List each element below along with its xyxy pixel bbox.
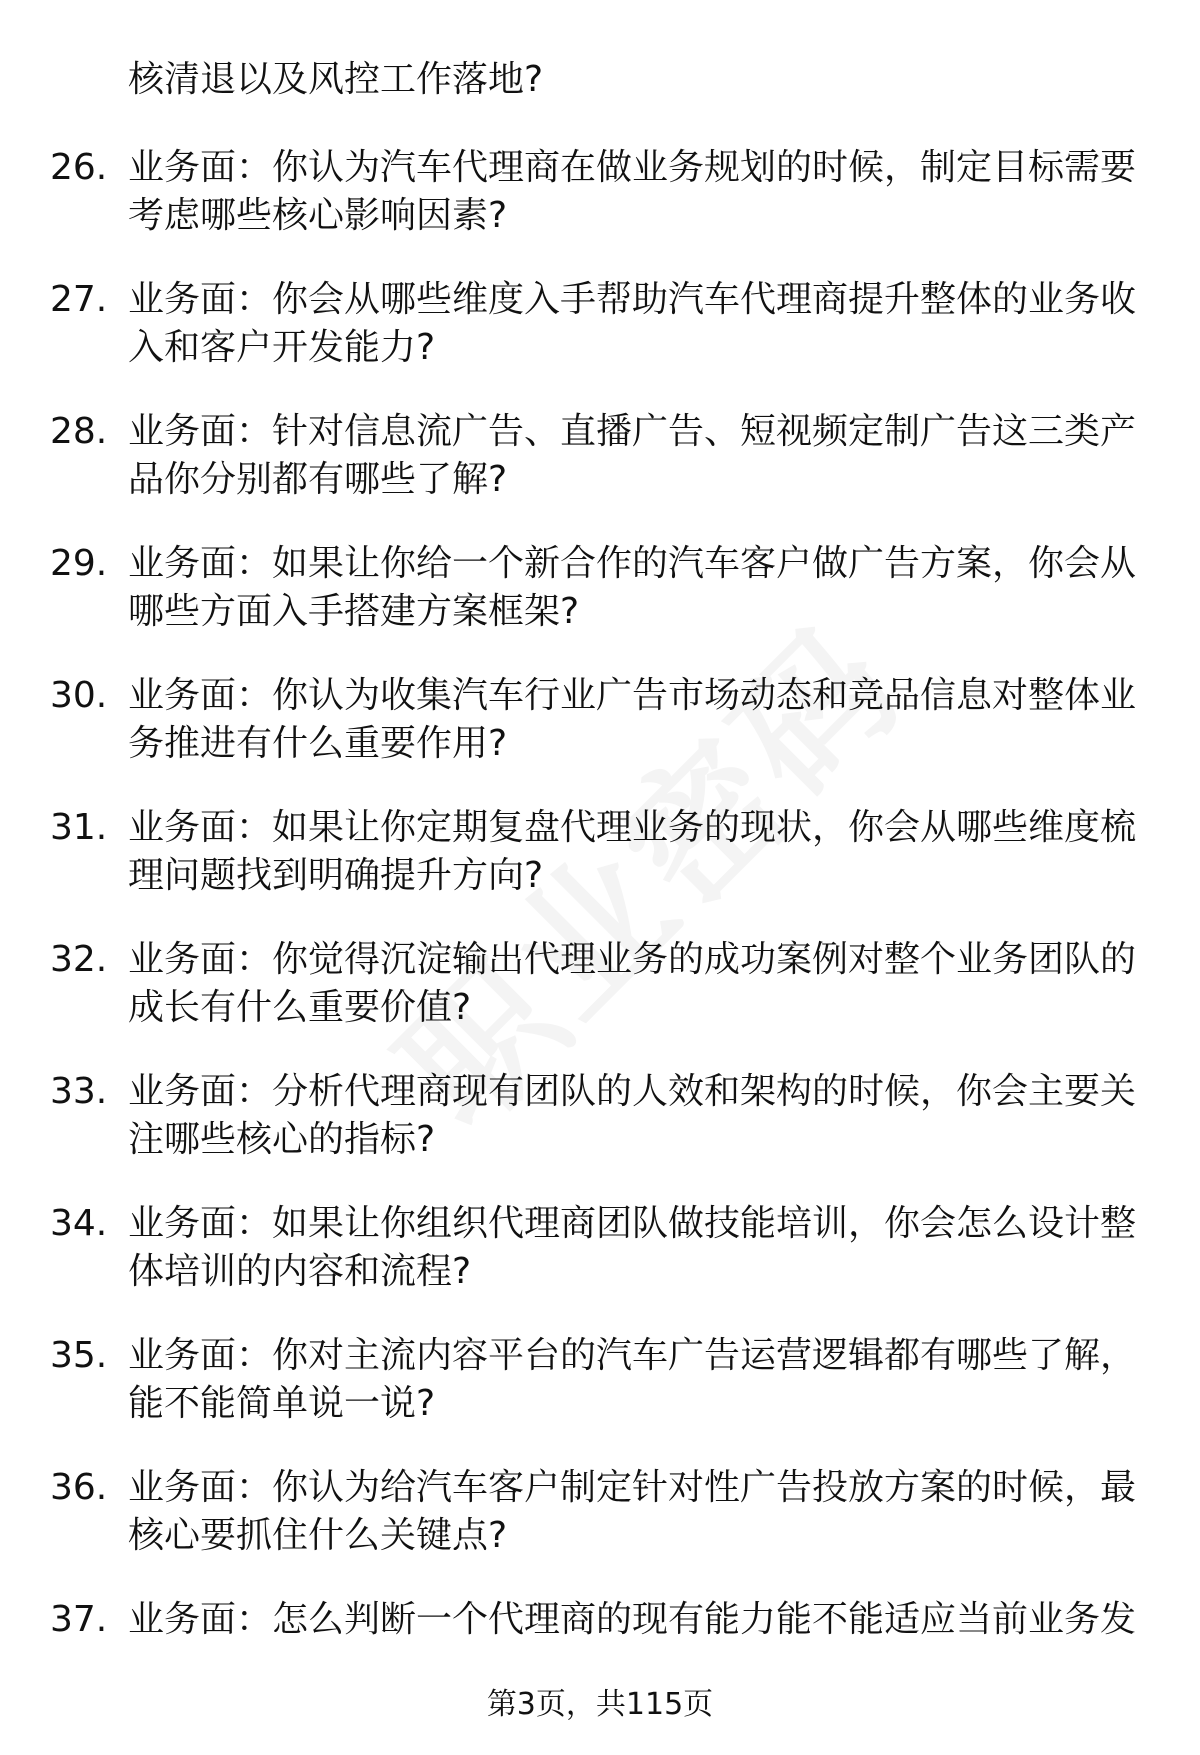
list-item	[0, 936, 1200, 1068]
question-number: 37.	[50, 1599, 108, 1640]
question-text: 业务面：你认为汽车代理商在做业务规划的时候，制定目标需要考虑哪些核心影响因素?	[128, 147, 1137, 236]
question-text: 业务面：针对信息流广告、直播广告、短视频定制广告这三类产品你分别都有哪些了解?	[128, 411, 1137, 500]
list-item	[0, 804, 1200, 936]
list-item	[0, 1464, 1200, 1596]
question-number: 30.	[50, 675, 108, 716]
question-number: 35.	[50, 1335, 108, 1376]
question-number: 27.	[50, 279, 108, 320]
question-text: 业务面：你觉得沉淀输出代理业务的成功案例对整个业务团队的成长有什么重要价值?	[128, 939, 1137, 1028]
question-number: 36.	[50, 1467, 108, 1508]
question-number: 26.	[50, 147, 108, 188]
question-text: 业务面：你对主流内容平台的汽车广告运营逻辑都有哪些了解，能不能简单说一说?	[128, 1335, 1137, 1424]
list-item	[0, 408, 1200, 540]
question-number: 33.	[50, 1071, 108, 1112]
question-text: 业务面：如果让你组织代理商团队做技能培训，你会怎么设计整体培训的内容和流程?	[128, 1203, 1137, 1292]
question-number: 28.	[50, 411, 108, 452]
question-number: 29.	[50, 543, 108, 584]
question-text: 业务面：你认为给汽车客户制定针对性广告投放方案的时候，最核心要抓住什么关键点?	[128, 1467, 1137, 1556]
list-item	[0, 540, 1200, 672]
question-number: 31.	[50, 807, 108, 848]
list-item	[0, 1332, 1200, 1464]
question-number: 34.	[50, 1203, 108, 1244]
list-item	[0, 276, 1200, 408]
question-list	[0, 144, 1200, 1728]
list-item	[0, 1200, 1200, 1332]
list-item	[0, 672, 1200, 804]
list-item	[0, 1068, 1200, 1200]
question-text: 业务面：你认为收集汽车行业广告市场动态和竞品信息对整体业务推进有什么重要作用?	[128, 675, 1137, 764]
continued-question-text: 核清退以及风控工作落地?	[128, 59, 544, 100]
question-text: 业务面：你会从哪些维度入手帮助汽车代理商提升整体的业务收入和客户开发能力?	[128, 279, 1137, 368]
list-item	[0, 144, 1200, 276]
question-text: 业务面：分析代理商现有团队的人效和架构的时候，你会主要关注哪些核心的指标?	[128, 1071, 1137, 1160]
page-footer: 第3页，共115页	[486, 1687, 714, 1722]
question-text: 业务面：怎么判断一个代理商的现有能力能不能适应当前业务发	[128, 1599, 1137, 1640]
question-number: 32.	[50, 939, 108, 980]
question-text: 业务面：如果让你给一个新合作的汽车客户做广告方案，你会从哪些方面入手搭建方案框架?	[128, 543, 1137, 632]
question-text: 业务面：如果让你定期复盘代理业务的现状，你会从哪些维度梳理问题找到明确提升方向?	[128, 807, 1137, 896]
